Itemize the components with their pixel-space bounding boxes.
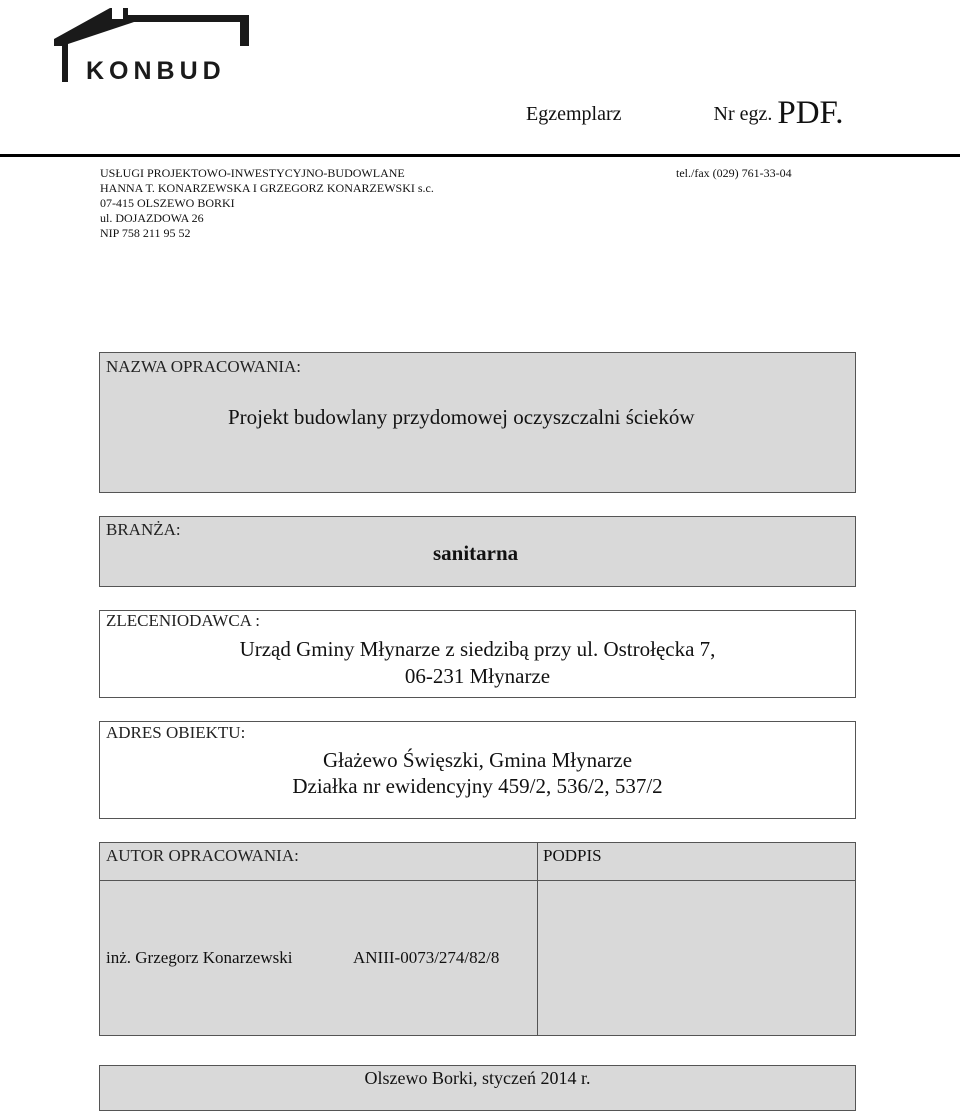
project-name-value: Projekt budowlany przydomowej oczyszczalni ścieków — [228, 405, 695, 429]
author-box — [99, 842, 856, 1036]
copy-info — [526, 92, 844, 129]
company-details — [100, 166, 434, 241]
author-label: AUTOR OPRACOWANIA: — [106, 846, 299, 865]
company-line: USŁUGI PROJEKTOWO-INWESTYCYJNO-BUDOWLANE — [100, 166, 405, 180]
header-divider — [0, 154, 960, 157]
client-line-1: Urząd Gminy Młynarze z siedzibą przy ul. Ostrołęcka 7, — [239, 637, 716, 661]
company-line: ul. DOJAZDOWA 26 — [100, 211, 204, 225]
company-logo — [54, 6, 254, 86]
site-address-box — [99, 721, 856, 819]
site-address-line-2: Działka nr ewidencyjny 459/2, 536/2, 537/2 — [292, 774, 663, 798]
discipline-box — [99, 516, 856, 587]
client-label: ZLECENIODAWCA : — [106, 611, 260, 630]
place-date: Olszewo Borki, styczeń 2014 r. — [364, 1068, 591, 1088]
author-name: inż. Grzegorz Konarzewski — [106, 948, 293, 967]
signature-label: PODPIS — [543, 846, 602, 865]
author-header-divider — [100, 880, 855, 881]
logo-text: KONBUD — [86, 57, 226, 85]
site-address-label: ADRES OBIEKTU: — [106, 723, 246, 742]
author-column-divider — [537, 843, 538, 1035]
discipline-value: sanitarna — [433, 541, 519, 565]
company-line: 07-415 OLSZEWO BORKI — [100, 196, 235, 210]
place-date-box — [99, 1065, 856, 1111]
discipline-label: BRANŻA: — [106, 520, 181, 539]
copy-label: Egzemplarz — [526, 103, 622, 125]
company-phone: tel./fax (029) 761-33-04 — [676, 166, 792, 180]
author-license: ANIII-0073/274/82/8 — [353, 948, 500, 967]
project-name-box — [99, 352, 856, 493]
client-line-2: 06-231 Młynarze — [404, 664, 551, 688]
copy-number-value: PDF. — [777, 95, 844, 131]
client-box — [99, 610, 856, 698]
company-line: HANNA T. KONARZEWSKA I GRZEGORZ KONARZEWSKI s.c. — [100, 181, 434, 195]
company-line: NIP 758 211 95 52 — [100, 226, 191, 240]
copy-number-label: Nr egz. — [713, 103, 773, 125]
project-name-label: NAZWA OPRACOWANIA: — [106, 357, 302, 376]
site-address-line-1: Głażewo Święszki, Gmina Młynarze — [322, 748, 633, 772]
